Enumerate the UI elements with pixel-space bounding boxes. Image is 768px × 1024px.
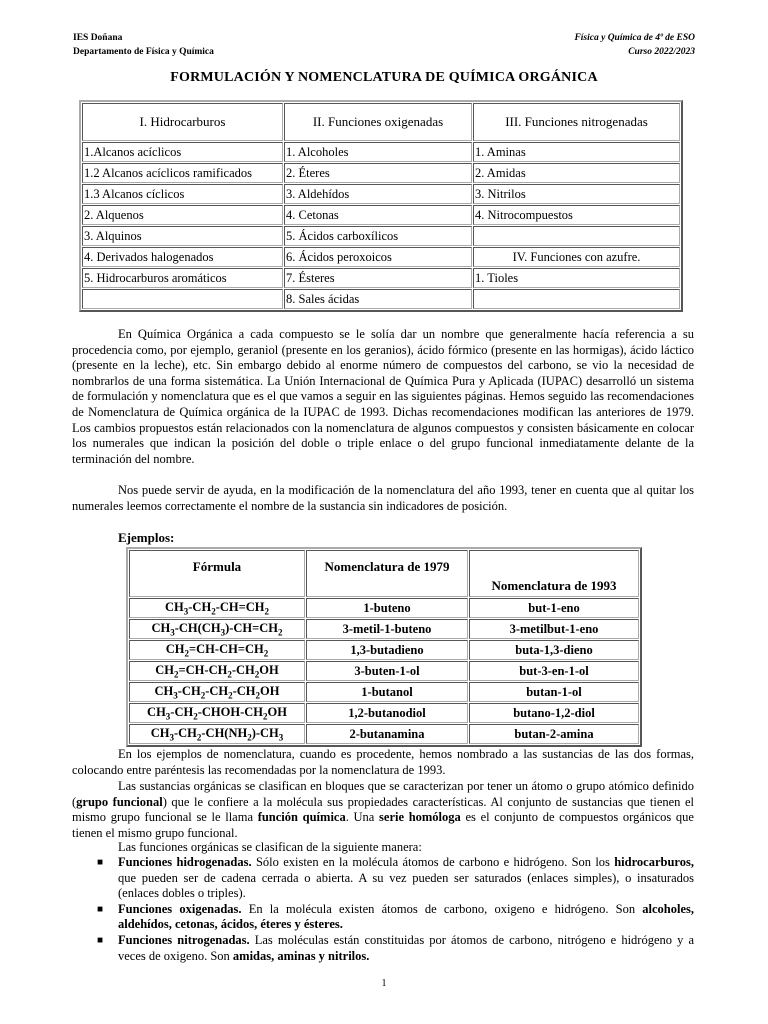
formula-cell: $CH_2=CH-CH=CH_2$ — [129, 640, 305, 660]
table-row — [129, 703, 639, 723]
term-serie-homologa: serie homóloga — [379, 810, 461, 825]
school-name: IES Doñana — [73, 33, 123, 43]
table-row — [129, 661, 639, 681]
name-cell-n1979: 1,3-butadieno — [306, 640, 468, 660]
name-cell-n1979: 3-buten-1-ol — [306, 661, 468, 681]
table-cell: 7. Ésteres — [284, 268, 472, 288]
table-cell: 8. Sales ácidas — [284, 289, 472, 309]
name-cell-n1993: butano-1,2-diol — [469, 703, 639, 723]
table-row — [129, 682, 639, 702]
department-name: Departamento de Física y Química — [73, 47, 214, 57]
column-header: I. Hidrocarburos — [82, 103, 283, 141]
table-row — [129, 724, 639, 744]
table-row — [82, 247, 680, 267]
table-cell: 1. Alcoholes — [284, 142, 472, 162]
formula-cell: $CH_3-CH_2-CH_2-CH_2OH$ — [129, 682, 305, 702]
column-header: Nomenclatura de 1979 — [306, 550, 468, 597]
intro-paragraph: En Química Orgánica a cada compuesto se le solía dar un nombre que generalmente hacía referencia a su procedencia como, por ejemplo, geraniol (presente en los geranios), ácido fórmico (presente en las hormigas), ácido láctico (presente en la leche), etc. Sin embargo debido al enorme número de compuestos del carbono, se vio la necesidad de nombrarlos de una forma sistemática. La Unión Internacional de Química Pura y Aplicada (IUPAC) desarrolló un sistema de formulación y nomenclatura que es el que vamos a seguir en las siguientes páginas. Hemos seguido las recomendaciones de Nomenclatura de Química orgánica de la IUPAC de 1993. Dichas recomendaciones modifican las anteriores de 1979. Los cambios propuestos están relacionados con la nomenclatura de algunos compuestos y consisten básicamente en colocar los numerales que indican la posición del doble o triple enlace o del grupo funcional inmediatamente delante de la terminación del nombre. — [72, 327, 694, 466]
formula-cell: $CH_3-CH_2-CHOH-CH_2OH$ — [129, 703, 305, 723]
table-header-row — [129, 550, 639, 597]
bullet-icon: ■ — [97, 934, 104, 946]
functional-groups-table — [79, 100, 683, 312]
function-title: Funciones nitrogenadas. — [118, 932, 250, 947]
table-cell: 1.2 Alcanos acíclicos ramificados — [82, 163, 283, 183]
function-title: Funciones oxigenadas. — [118, 901, 242, 916]
name-cell-n1993: 3-metilbut-1-eno — [469, 619, 639, 639]
table-cell: 4. Nitrocompuestos — [473, 205, 680, 225]
classification-paragraph — [72, 779, 694, 841]
text-span: es el conjunto de compuestos orgánicos que tienen el mismo grupo funcional. — [72, 810, 694, 840]
function-text: En la molécula existen átomos de carbono, oxigeno e hidrógeno. Son — [241, 901, 643, 916]
table-cell: 3. Aldehídos — [284, 184, 472, 204]
function-members: alcoholes, aldehídos, cetonas, ácidos, éteres y ésteres. — [118, 901, 694, 932]
formula-cell: $CH_3-CH(CH_3)-CH=CH_2$ — [129, 619, 305, 639]
examples-note-paragraph: En los ejemplos de nomenclatura, cuando es procedente, hemos nombrado a las sustancias de las dos formas, colocando entre paréntesis las recomendadas por la nomenclatura de 1993. — [72, 747, 694, 777]
header-left — [73, 31, 214, 59]
column-header: III. Funciones nitrogenadas — [473, 103, 680, 141]
name-cell-n1979: 2-butanamina — [306, 724, 468, 744]
table-row — [129, 640, 639, 660]
column-header: Nomenclatura de 1993 — [469, 550, 639, 597]
table-row — [129, 619, 639, 639]
table-cell — [473, 226, 680, 246]
name-cell-n1993: butan-1-ol — [469, 682, 639, 702]
function-members: hidrocarburos, — [614, 855, 694, 869]
column-header: Fórmula — [129, 550, 305, 597]
header-right — [574, 31, 695, 59]
nomenclature-tip-paragraph: Nos puede servir de ayuda, en la modificación de la nomenclatura del año 1993, tener en cuenta que al quitar los numerales leemos correctamente el nombre de la sustancia sin indicadores de posición. — [72, 483, 694, 513]
formula-cell: $CH_3-CH_2-CH(NH_2)-CH_3$ — [129, 724, 305, 744]
name-cell-n1979: 1-buteno — [306, 598, 468, 618]
table-cell: 4. Derivados halogenados — [82, 247, 283, 267]
page-number: 1 — [381, 978, 387, 989]
function-title: Funciones hidrogenadas. — [118, 855, 252, 869]
examples-table-body — [129, 598, 639, 744]
table-cell: 2. Éteres — [284, 163, 472, 183]
functions-list — [72, 855, 694, 964]
course-year: Curso 2022/2023 — [628, 47, 695, 57]
subject-name: Física y Química de 4º de ESO — [574, 33, 695, 43]
text-span: . Una — [345, 810, 380, 825]
bullet-icon: ■ — [97, 903, 104, 915]
table-cell: 2. Amidas — [473, 163, 680, 183]
function-text: que pueden ser de cadena cerrada o abierta. A su vez pueden ser saturados (enlaces simples), o insaturados (enlaces dobles o triples). — [118, 870, 694, 901]
function-members: amidas, aminas y nitrilos. — [232, 948, 370, 963]
term-funcion-quimica: función química — [257, 810, 346, 825]
table-row — [82, 268, 680, 288]
name-cell-n1993: but-3-en-1-ol — [469, 661, 639, 681]
table-row — [82, 184, 680, 204]
bullet-icon: ■ — [97, 857, 104, 868]
groups-table-body — [82, 142, 680, 309]
name-cell-n1979: 3-metil-1-buteno — [306, 619, 468, 639]
table-cell: 1.Alcanos acíclicos — [82, 142, 283, 162]
table-cell — [82, 289, 283, 309]
column-header: II. Funciones oxigenadas — [284, 103, 472, 141]
list-item — [72, 855, 694, 902]
function-text: Las moléculas están constituidas por átomos de carbono, nitrógeno e hidrógeno y a veces de oxigeno. Son — [118, 932, 695, 963]
name-cell-n1979: 1-butanol — [306, 682, 468, 702]
table-row — [82, 163, 680, 183]
table-cell: 1.3 Alcanos cíclicos — [82, 184, 283, 204]
name-cell-n1993: buta-1,3-dieno — [469, 640, 639, 660]
page-title: FORMULACIÓN Y NOMENCLATURA DE QUÍMICA ORGÁNICA — [170, 70, 598, 85]
table-cell: 6. Ácidos peroxoicos — [284, 247, 472, 267]
name-cell-n1993: butan-2-amina — [469, 724, 639, 744]
table-row — [129, 598, 639, 618]
table-row — [82, 226, 680, 246]
examples-label: Ejemplos: — [118, 530, 175, 545]
table-row — [82, 205, 680, 225]
function-text: Sólo existen en la molécula átomos de carbono e hidrógeno. Son los — [251, 855, 615, 869]
formula-cell: $CH_3-CH_2-CH=CH_2$ — [129, 598, 305, 618]
text-span: ) que le confiere a la molécula sus propiedades características. Al conjunto de sustancias que tienen el mismo grupo funcional se le llama — [72, 794, 694, 825]
table-cell: 1. Tioles — [473, 268, 680, 288]
table-row — [82, 289, 680, 309]
table-cell: 5. Hidrocarburos aromáticos — [82, 268, 283, 288]
table-cell: 5. Ácidos carboxílicos — [284, 226, 472, 246]
text-span: Las sustancias orgánicas se clasifican en bloques que se caracterizan por tener un átomo o grupo atómico definido ( — [72, 779, 694, 809]
table-row — [82, 142, 680, 162]
table-cell: 2. Alquenos — [82, 205, 283, 225]
table-cell: 1. Aminas — [473, 142, 680, 162]
list-item — [72, 933, 694, 964]
classification-intro: Las funciones orgánicas se clasifican de la siguiente manera: — [118, 840, 422, 854]
table-header-row — [82, 103, 680, 141]
table-cell — [473, 289, 680, 309]
formula-cell: $CH_2=CH-CH_2-CH_2OH$ — [129, 661, 305, 681]
table-cell: IV. Funciones con azufre. — [473, 247, 680, 267]
table-cell: 3. Nitrilos — [473, 184, 680, 204]
term-grupo-funcional: grupo funcional — [76, 794, 163, 809]
name-cell-n1993: but-1-eno — [469, 598, 639, 618]
examples-table — [126, 547, 642, 747]
list-item — [72, 902, 694, 933]
table-cell: 4. Cetonas — [284, 205, 472, 225]
table-cell: 3. Alquinos — [82, 226, 283, 246]
name-cell-n1979: 1,2-butanodiol — [306, 703, 468, 723]
